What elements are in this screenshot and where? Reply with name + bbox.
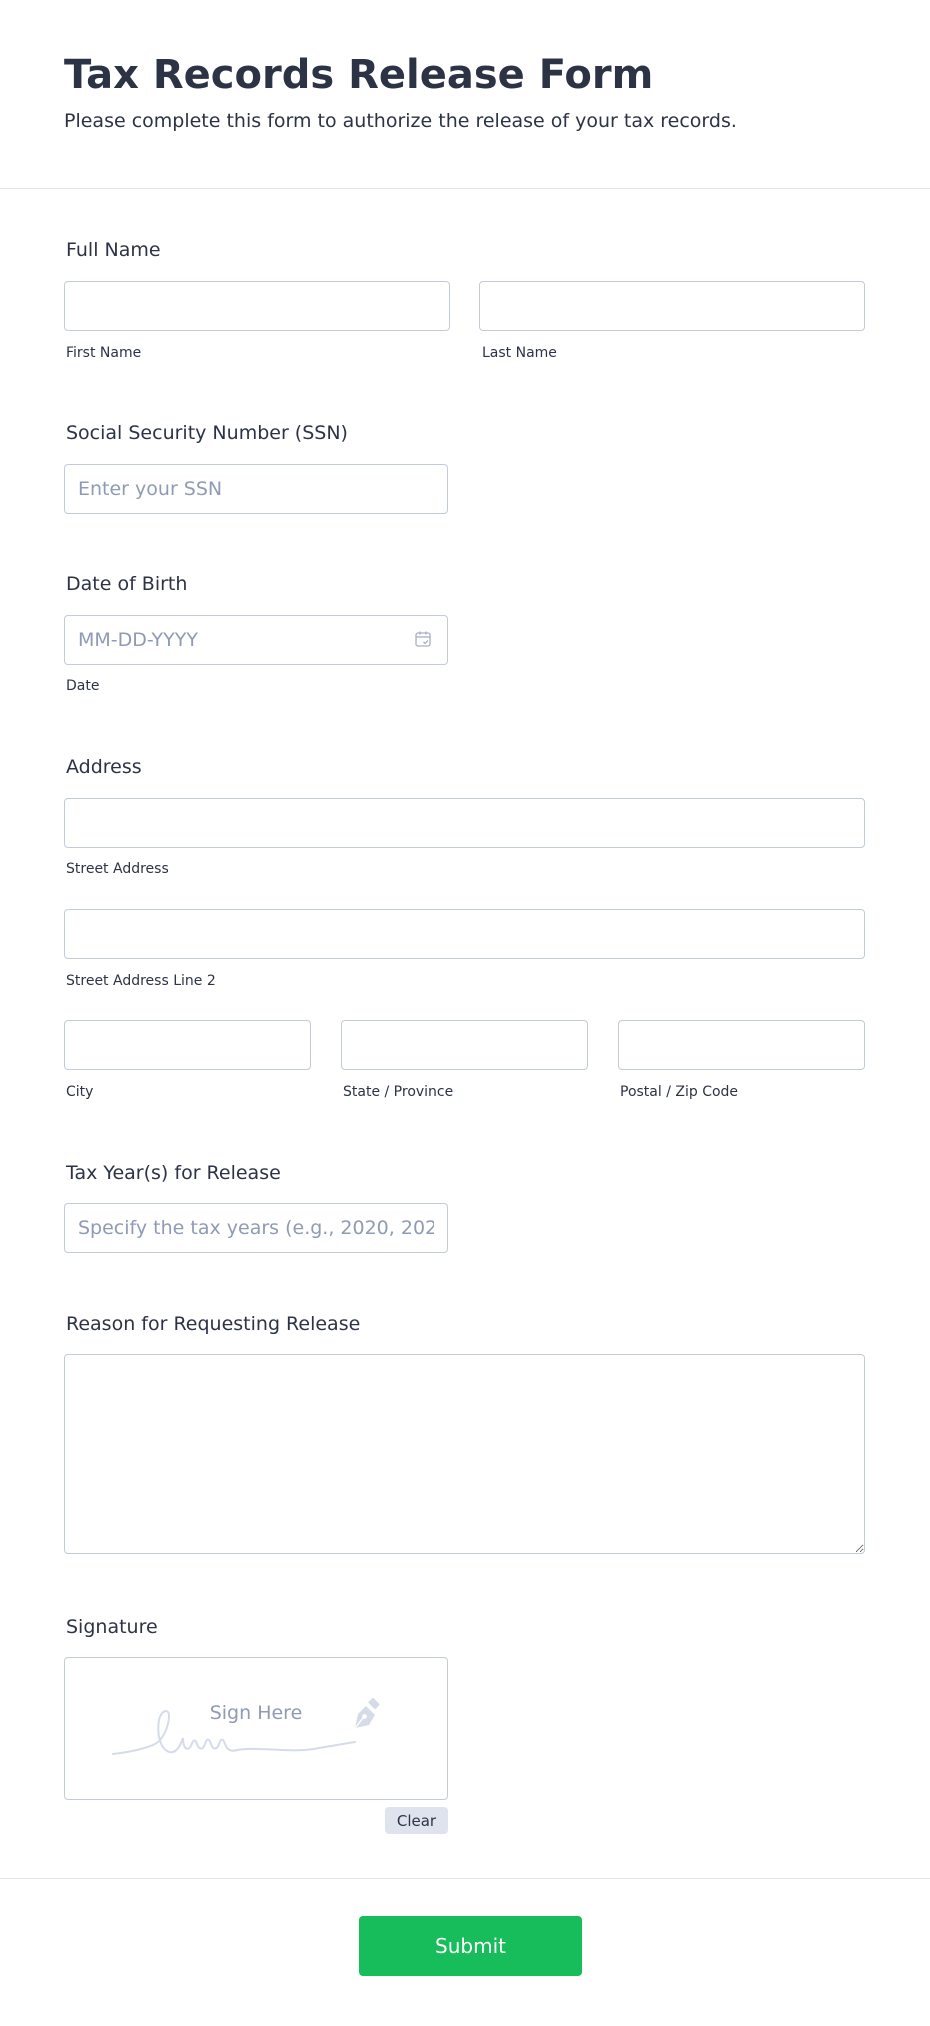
street-address-line2-input[interactable] — [64, 909, 865, 959]
sign-here-text: Sign Here — [209, 1702, 303, 1724]
pen-nib-icon — [349, 1698, 383, 1732]
tax-years-input[interactable] — [64, 1203, 448, 1253]
form-title: Tax Records Release Form — [64, 52, 654, 98]
submit-button[interactable]: Submit — [359, 1916, 582, 1976]
dob-sublabel: Date — [66, 678, 100, 694]
tax-years-label: Tax Year(s) for Release — [66, 1162, 281, 1184]
last-name-sublabel: Last Name — [482, 345, 557, 361]
calendar-icon[interactable] — [414, 630, 432, 648]
ssn-input[interactable] — [64, 464, 448, 514]
form-header — [0, 0, 930, 189]
state-input[interactable] — [341, 1020, 588, 1070]
last-name-input[interactable] — [479, 281, 865, 331]
dob-label: Date of Birth — [66, 573, 188, 595]
form-subtitle: Please complete this form to authorize the release of your tax records. — [64, 110, 737, 132]
ssn-label: Social Security Number (SSN) — [66, 422, 348, 444]
city-sublabel: City — [66, 1084, 94, 1100]
street-address-sublabel: Street Address — [66, 861, 169, 877]
address-label: Address — [66, 756, 142, 778]
street-address-input[interactable] — [64, 798, 865, 848]
state-sublabel: State / Province — [343, 1084, 454, 1100]
zip-input[interactable] — [618, 1020, 865, 1070]
street-address-line2-sublabel: Street Address Line 2 — [66, 973, 216, 989]
signature-label: Signature — [66, 1616, 158, 1638]
clear-signature-button[interactable]: Clear — [385, 1807, 448, 1834]
reason-textarea[interactable] — [64, 1354, 865, 1554]
zip-sublabel: Postal / Zip Code — [620, 1084, 739, 1100]
full-name-label: Full Name — [66, 239, 161, 261]
signature-pad[interactable] — [64, 1657, 448, 1800]
first-name-input[interactable] — [64, 281, 450, 331]
reason-label: Reason for Requesting Release — [66, 1313, 361, 1335]
first-name-sublabel: First Name — [66, 345, 142, 361]
city-input[interactable] — [64, 1020, 311, 1070]
dob-input[interactable] — [64, 615, 448, 665]
footer-divider — [0, 1878, 930, 1879]
